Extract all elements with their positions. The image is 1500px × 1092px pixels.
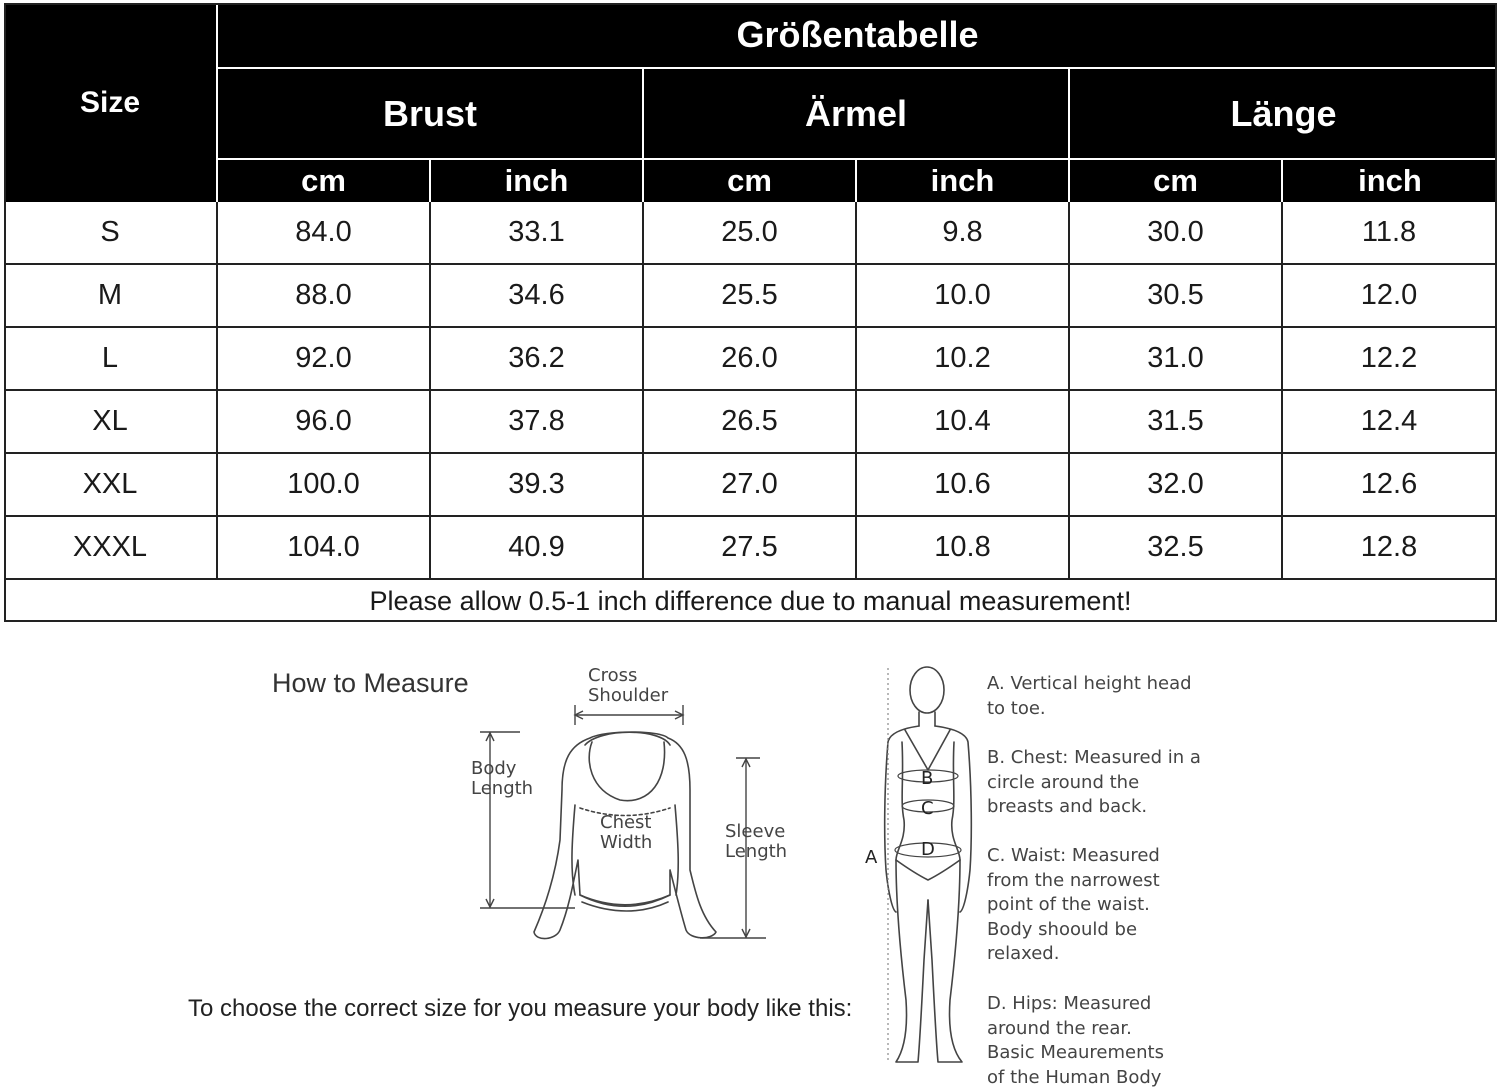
measurement-cell: 39.3 [431,454,644,517]
measurement-cell: 31.0 [1070,328,1283,391]
measurement-cell: 30.0 [1070,202,1283,265]
measurement-cell: 12.6 [1283,454,1497,517]
size-cell: L [4,328,218,391]
measurement-cell: 10.0 [857,265,1070,328]
measurement-cell: 30.5 [1070,265,1283,328]
measurement-cell: 9.8 [857,202,1070,265]
measurement-cell: 33.1 [431,202,644,265]
measurement-cell: 31.5 [1070,391,1283,454]
measurement-cell: 25.0 [644,202,857,265]
unit-header: cm [644,160,855,202]
measurement-cell: 12.2 [1283,328,1497,391]
measurement-cell: 32.0 [1070,454,1283,517]
measurement-cell: 34.6 [431,265,644,328]
size-column-header: Size [4,3,216,202]
measurement-cell: 12.0 [1283,265,1497,328]
measurement-cell: 12.8 [1283,517,1497,580]
label-cross-shoulder: Cross Shoulder [588,665,669,706]
measurement-cell: 36.2 [431,328,644,391]
measurement-cell: 25.5 [644,265,857,328]
size-cell: S [4,202,218,265]
measurement-cell: 40.9 [431,517,644,580]
measurement-cell: 100.0 [218,454,431,517]
group-header-brust: Brust [218,69,642,158]
measurement-note: Please allow 0.5-1 inch difference due to manual measurement! [369,585,1132,616]
measurement-cell: 10.2 [857,328,1070,391]
legend-b: B. Chest: Measured in a circle around the breasts and back. [987,747,1201,818]
measurement-cell: 26.0 [644,328,857,391]
measurement-cell: 88.0 [218,265,431,328]
size-chart-table [4,3,1497,622]
size-cell: XXXL [4,517,218,580]
measurement-cell: 37.8 [431,391,644,454]
measurement-cell: 10.6 [857,454,1070,517]
instruction-text: To choose the correct size for you measure your body like this: [188,995,853,1022]
body-figure-diagram [865,665,992,1075]
measurement-cell: 84.0 [218,202,431,265]
measurement-cell: 10.4 [857,391,1070,454]
chart-title: Größentabelle [218,3,1497,67]
unit-header: inch [857,160,1068,202]
measurement-cell: 96.0 [218,391,431,454]
measurement-cell: 11.8 [1283,202,1497,265]
measurement-cell: 92.0 [218,328,431,391]
unit-header: inch [1283,160,1497,202]
measurement-cell: 104.0 [218,517,431,580]
legend-a: A. Vertical height head to toe. [987,673,1192,719]
label-chest-width: Chest Width [600,812,653,853]
measurement-cell: 12.4 [1283,391,1497,454]
measurement-cell: 26.5 [644,391,857,454]
figure-label-b: B [921,768,934,789]
figure-label-c: C [921,798,934,819]
label-sleeve-length: Sleeve Length [725,821,788,862]
figure-label-a: A [865,847,878,868]
legend-d: D. Hips: Measured around the rear. Basic Meaurements of the Human Body [987,993,1164,1088]
group-header-laenge: Länge [1070,69,1497,158]
measurement-cell: 27.5 [644,517,857,580]
size-cell: XL [4,391,218,454]
size-cell: M [4,265,218,328]
unit-header: cm [218,160,429,202]
measurement-cell: 27.0 [644,454,857,517]
size-cell: XXL [4,454,218,517]
legend-c: C. Waist: Measured from the narrowest point of the waist. Body shoould be relaxed. [987,845,1160,965]
measurement-cell: 10.8 [857,517,1070,580]
measurement-cell: 32.5 [1070,517,1283,580]
figure-label-d: D [921,839,935,860]
label-body-length: Body Length [471,758,534,799]
unit-header: cm [1070,160,1281,202]
group-header-aermel: Ärmel [644,69,1068,158]
unit-header: inch [431,160,642,202]
how-to-measure-title: How to Measure [272,668,469,698]
